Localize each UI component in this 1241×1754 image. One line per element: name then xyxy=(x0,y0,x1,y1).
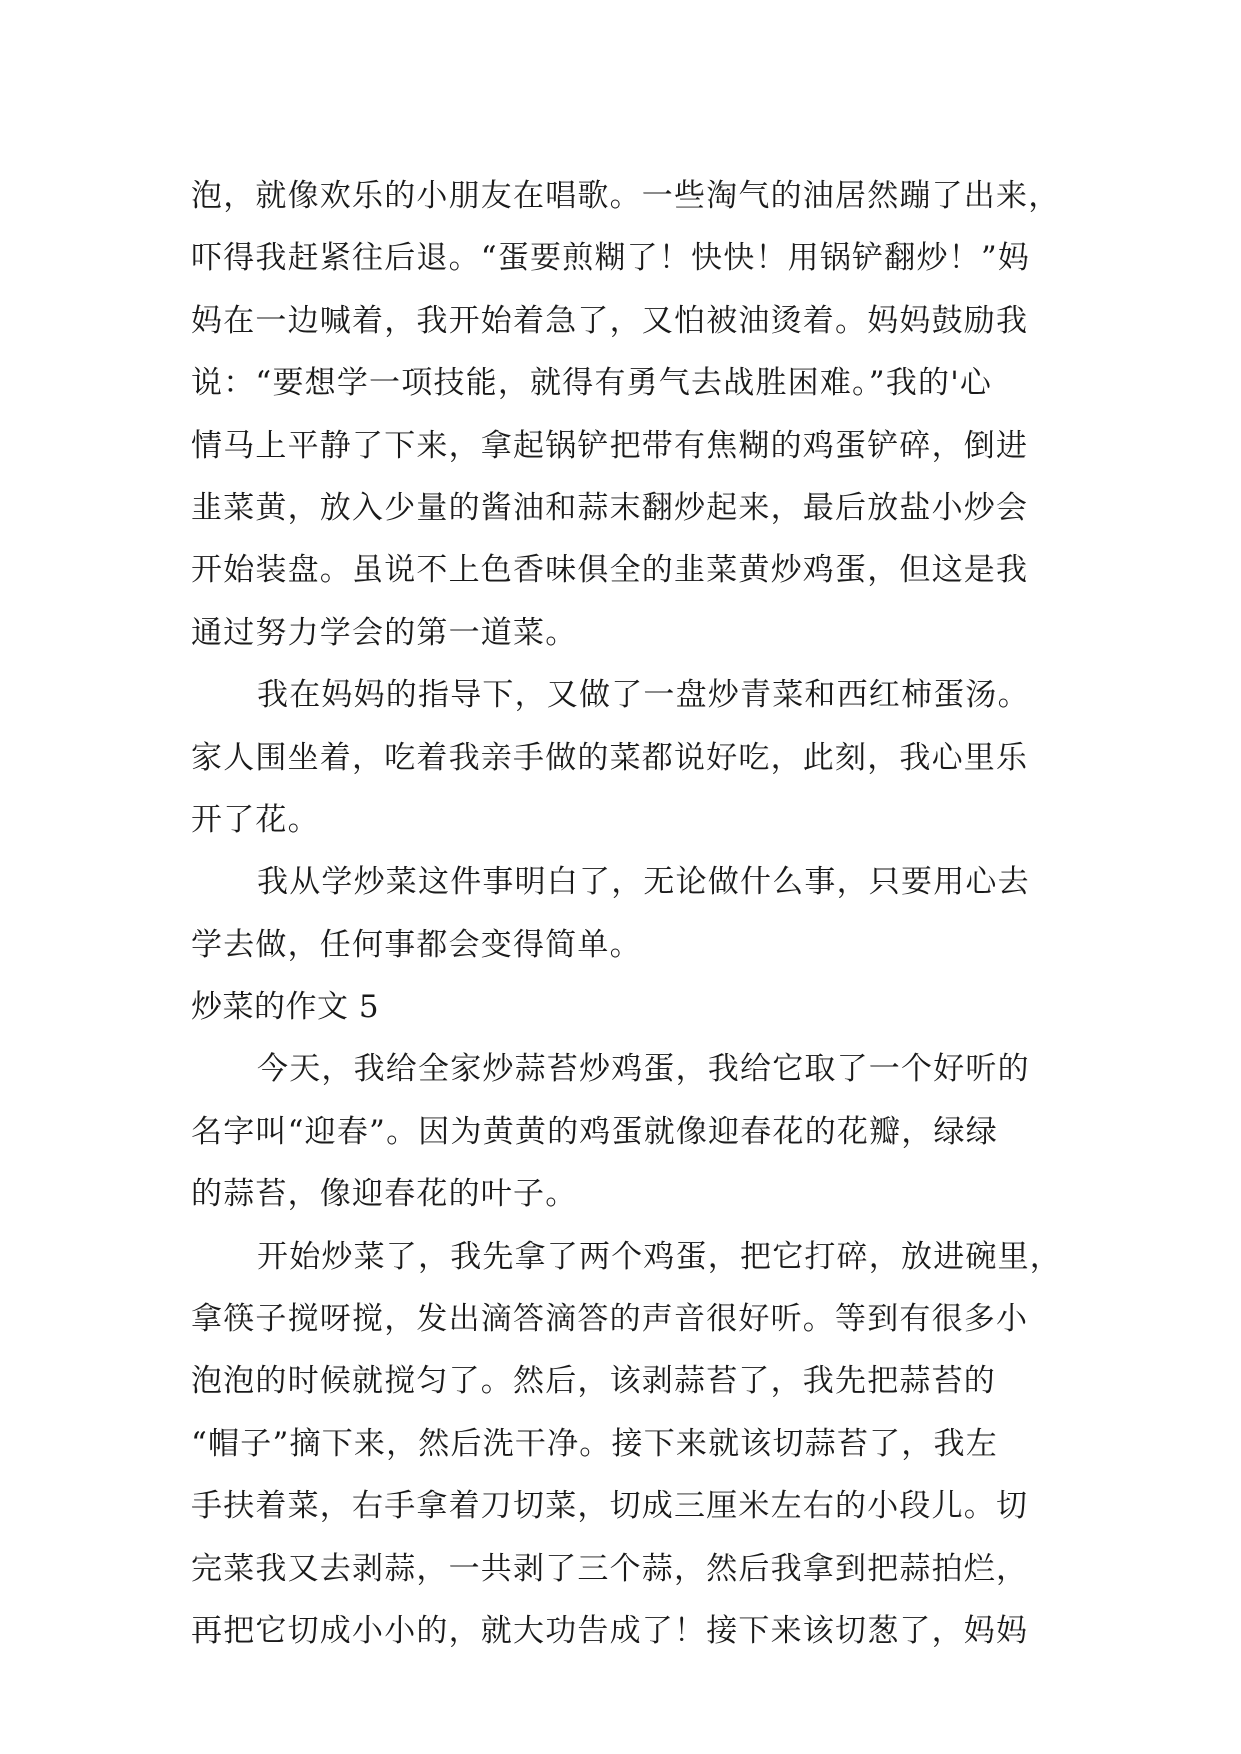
text-line: 吓得我赶紧往后退。“蛋要煎糊了！快快！用锅铲翻炒！”妈 xyxy=(191,240,1031,277)
text-line: 通过努力学会的第一道菜。 xyxy=(191,614,578,651)
text-line: “帽子”摘下来，然后洗干净。接下来就该切蒜苔了，我左 xyxy=(191,1425,998,1462)
text-line: 拿筷子搅呀搅，发出滴答滴答的声音很好听。等到有很多小 xyxy=(191,1301,1029,1338)
text-line: 泡泡的时候就搅匀了。然后，该剥蒜苔了，我先把蒜苔的 xyxy=(191,1363,996,1400)
text-line: 泡，就像欢乐的小朋友在唱歌。一些淘气的油居然蹦了出来， xyxy=(191,178,1061,214)
text-line: 妈在一边喊着，我开始着急了，又怕被油烫着。妈妈鼓励我 xyxy=(191,302,1029,339)
text-line: 说：“要想学一项技能，就得有勇气去战胜困难。”我的'心 xyxy=(191,365,993,402)
text-line: 名字叫“迎春”。因为黄黄的鸡蛋就像迎春花的花瓣，绿绿 xyxy=(191,1113,998,1150)
text-line: 情马上平静了下来，拿起锅铲把带有焦糊的鸡蛋铲碎，倒进 xyxy=(191,427,1029,464)
text-line: 我在妈妈的指导下，又做了一盘炒青菜和西红柿蛋汤。 xyxy=(257,677,1030,714)
section-heading: 炒菜的作文 5 xyxy=(191,989,380,1026)
text-line: 的蒜苔，像迎春花的叶子。 xyxy=(191,1176,578,1213)
text-line: 开始装盘。虽说不上色香味俱全的韭菜黄炒鸡蛋，但这是我 xyxy=(191,552,1029,589)
text-line: 今天，我给全家炒蒜苔炒鸡蛋，我给它取了一个好听的 xyxy=(257,1051,1030,1088)
text-line: 手扶着菜，右手拿着刀切菜，切成三厘米左右的小段儿。切 xyxy=(191,1488,1029,1525)
text-line: 开始炒菜了，我先拿了两个鸡蛋，把它打碎，放进碗里， xyxy=(257,1238,1062,1275)
text-line: 家人围坐着，吃着我亲手做的菜都说好吃，此刻，我心里乐 xyxy=(191,739,1029,776)
document-body xyxy=(191,165,1071,1662)
text-line: 完菜我又去剥蒜，一共剥了三个蒜，然后我拿到把蒜拍烂， xyxy=(191,1550,1029,1587)
text-line: 开了花。 xyxy=(191,801,320,838)
text-line: 学去做，任何事都会变得简单。 xyxy=(191,926,642,963)
text-line: 韭菜黄，放入少量的酱油和蒜末翻炒起来，最后放盐小炒会 xyxy=(191,489,1029,526)
text-line: 我从学炒菜这件事明白了，无论做什么事，只要用心去 xyxy=(257,864,1030,901)
text-line: 再把它切成小小的，就大功告成了！接下来该切葱了，妈妈 xyxy=(191,1612,1029,1649)
